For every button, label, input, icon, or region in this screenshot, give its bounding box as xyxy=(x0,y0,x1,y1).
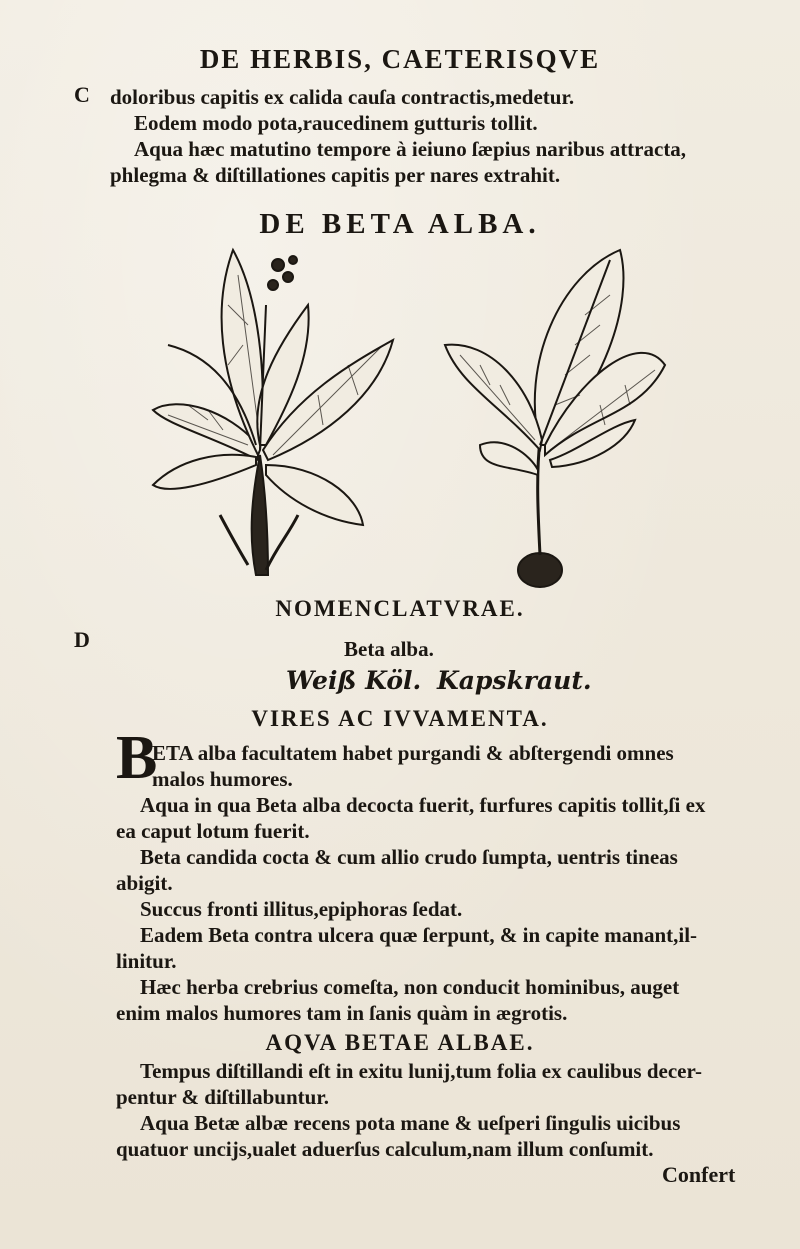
margin-letter-d: D xyxy=(74,627,90,652)
text-line: ea caput lotum fuerit. xyxy=(116,819,310,843)
text-line: pentur & diſtillabuntur. xyxy=(116,1085,329,1109)
vires-title: VIRES AC IVVAMENTA. xyxy=(251,706,549,731)
text-line: Succus fronti illitus,epiphoras ſedat. xyxy=(140,897,463,921)
text-line: phlegma & diſtillationes capitis per nares extrahit. xyxy=(110,163,561,187)
text-line: linitur. xyxy=(116,949,177,973)
text-line: Beta candida cocta & cum allio crudo ſumpta, uentris tineas xyxy=(140,845,678,869)
text-line: malos humores. xyxy=(152,767,293,791)
text-line: quatuor uncijs,ualet aduerſus calculum,nam illum conſumit. xyxy=(116,1137,654,1161)
german-name-2: Kapskraut. xyxy=(437,666,592,695)
text-line: Aqua in qua Beta alba decocta fuerit, furfures capitis tollit,ſi ex xyxy=(140,793,706,817)
latin-name: Beta alba. xyxy=(344,637,434,661)
nomenclature-title: NOMENCLATVRAE. xyxy=(275,596,525,621)
text-line: Aqua Betæ albæ recens pota mane & ueſperi ſingulis uicibus xyxy=(140,1111,681,1135)
german-name-1: Weiß Köl. xyxy=(286,666,422,695)
text-line: Tempus diſtillandi eſt in exitu lunij,tum folia ex caulibus decer- xyxy=(140,1059,702,1083)
text-line: enim malos humores tam in ſanis quàm in ægrotis. xyxy=(116,1001,568,1025)
text-line: abigit. xyxy=(116,871,173,895)
running-header: DE HERBIS, CAETERISQVE xyxy=(199,44,601,74)
section-title: DE BETA ALBA. xyxy=(259,208,541,240)
text-line: Eodem modo pota,raucedinem gutturis tollit. xyxy=(134,111,538,135)
text-line: ETA alba facultatem habet purgandi & abſtergendi omnes xyxy=(152,741,674,765)
text-line: Hæc herba crebrius comeſta, non conducit hominibus, auget xyxy=(140,975,680,999)
margin-letter-c: C xyxy=(74,82,90,107)
catchword: Confert xyxy=(662,1162,736,1187)
text-line: Aqua hæc matutino tempore à ieiuno ſæpius naribus attracta, xyxy=(134,137,687,161)
drop-capital: B xyxy=(116,724,158,792)
text-line: doloribus capitis ex calida cauſa contractis,medetur. xyxy=(110,85,575,109)
aqua-title: AQVA BETAE ALBAE. xyxy=(265,1030,535,1055)
text-line: Eadem Beta contra ulcera quæ ſerpunt, & in capite manant,il- xyxy=(140,923,698,947)
beta-plant-right-illustration xyxy=(440,245,670,590)
beta-plant-left-illustration xyxy=(148,245,398,590)
